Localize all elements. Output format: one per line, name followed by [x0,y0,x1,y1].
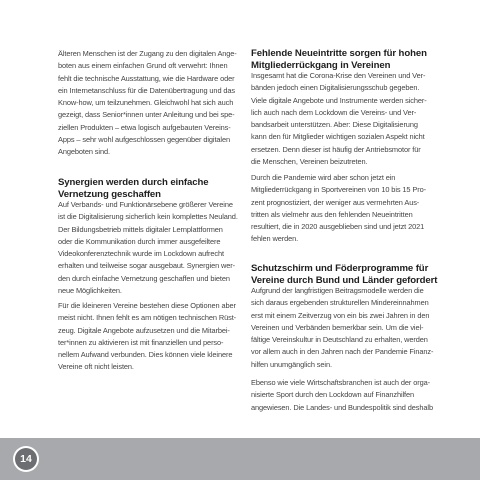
small-clubs-paragraph: Für die kleineren Vereine bestehen diese Optionen aber meist nicht. Ihnen fehlt es am nötigen technischen Rüst- zeug. Digitale Angebote aufzusetzen und die Mitarbei- ter*innen zu aktivieren ist mit finanziellen und perso- nellem Aufwand verbunden. Dies können viele kleinere Vereine oft nicht leisten. [58,301,237,372]
footer-band [0,438,480,480]
economy-paragraph: Ebenso wie viele Wirtschaftsbranchen ist auch der orga- nisierte Sport durch den Lockdown auf Finanzhilfen angewiesen. Die Landes- und Bundespolitik sind deshalb [251,378,433,412]
protection-paragraph: Aufgrund der langfristigen Beitragsmodelle werden die sich daraus ergebenden strukturellen Mindereinnahmen erst mit einem Zeitverzug von ein bis zwei Jahren in den Vereinen und Verbänden bemerkbar sein. Um die viel- fältige Vereinskultur in Deutschland zu erhalten, werden vor allem auch in den Jahren nach der Pandemie Finanz- hilfen unumgänglich sein. [251,286,434,369]
page-number-badge [13,446,39,472]
page-number: 14 [20,453,32,465]
networking-paragraph: Auf Verbands- und Funktionärsebene größerer Vereine ist die Digitalisierung sicherlich kein komplettes Neuland. Der Bildungsbetrieb mittels digitaler Lernplattformen oder die Kommunikation durch immer ausgefeiltere Videokonferenztechnik wurde im Lockdown aufrecht erhalten und teilweise sogar ausgebaut. Synergien wer- den durch einfache Vernetzung geschaffen und bieten neue Möglichkeiten. [58,200,238,296]
intro-paragraph: Älteren Menschen ist der Zugang zu den digitalen Ange- boten aus einem einfachen Grund oft verwehrt: Ihnen fehlt die technische Ausstattung, wie die Hardware oder ein Internetanschluss für die Datenübertragung und das Know-how, um teilzunehmen. Gleichwohl hat sich auch gezeigt, dass Senior*innen unter Anleitung und bei spe- ziellen Produkten – etwa logisch aufgebauten Vereins- Apps – sehr wohl aufgeschlossen gegenüber digitalen Angeboten sind. [58,49,237,157]
new-entries-paragraph: Insgesamt hat die Corona-Krise den Vereinen und Ver- bänden jedoch einen Digitalisierungsschub gegeben. Viele digitale Angebote und Instrumente werden sicher- lich auch nach dem Lockdown die Vereins- und Ver- bandsarbeit unterstützen. Aber: Diese Digitalisierung kann den für Mitglieder wichtigen sozialen Aspekt nicht ersetzen. Denn dieser ist häufig der Antriebsmotor für die Menschen, Vereinen beizutreten. [251,71,427,167]
pandemic-paragraph: Durch die Pandemie wird aber schon jetzt ein Mitgliederrückgang in Sportvereinen von 10 bis 15 Pro- zent prognostiziert, der weniger aus vermehrten Aus- tritten als vielmehr aus den fehlenden Neueintritten resultiert, die in 2020 ausgeblieben sind und jetzt 2021 fehlen werden. [251,173,426,244]
heading-new-entries: Fehlende Neueintritte sorgen für hohen Mitgliederrückgang in Vereinen [251,48,427,71]
heading-networking: Synergien werden durch einfache Vernetzung geschaffen [58,177,209,200]
heading-protection: Schutzschirm und Föderprogramme für Vereine durch Bund und Länder gefordert [251,263,438,286]
